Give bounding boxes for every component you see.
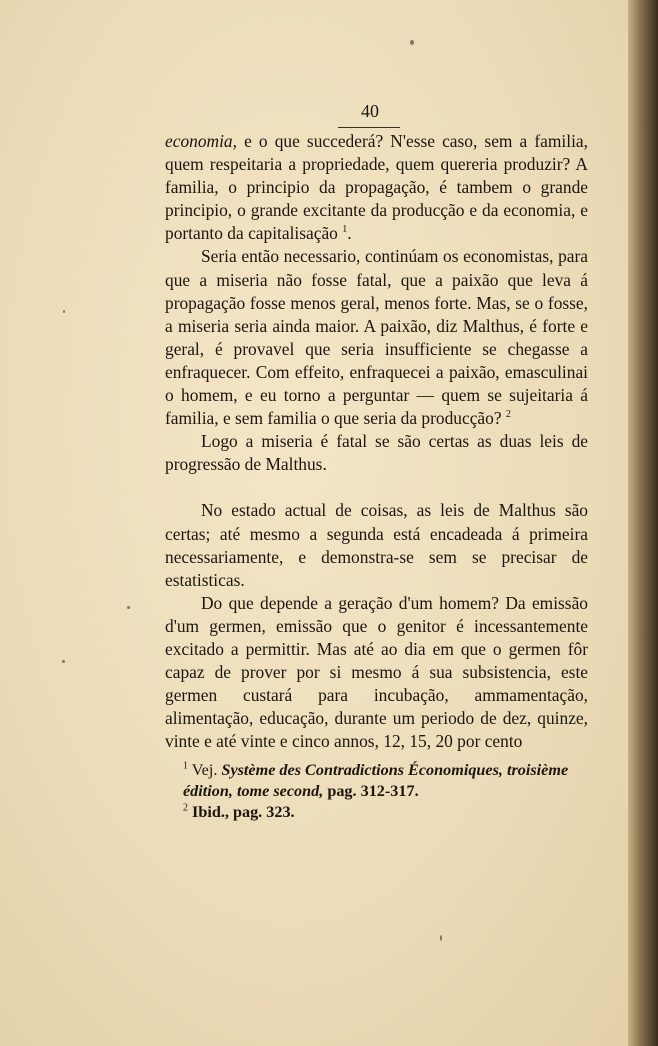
paper-speck (410, 40, 414, 45)
footnote-ref-2: 2 (505, 409, 511, 421)
footnotes (165, 760, 588, 823)
footnote-ref-1: 1 (342, 224, 348, 236)
paper-speck (127, 606, 130, 609)
paragraph-text: Seria então necessario, continúam os economistas, para que a miseria não fosse fatal, que a paixão que leva á propagação fosse menos geral, menos forte. Mas, se o fosse, a miseria seria ainda maior. A paixão, diz Malthus, é forte e geral, é provavel que seria insufficiente se chegasse a enfraquecer. Com effeito, enfraquecei a paixão, emasculinai o homem, e eu torno a perguntar — quem se sujeitaria á familia, e sem familia o que seria da producção? (165, 246, 588, 429)
paragraph-text: No estado actual de coisas, as leis de Malthus são certas; até mesmo a segunda está encadeada á primeira necessariamente, e demonstra-se sem se precisar de estatisticas. (165, 500, 588, 590)
footnote-prefix: Vej. (191, 761, 222, 779)
footnote-2 (165, 802, 588, 823)
body-text (165, 130, 588, 753)
footnote-mark: 2 (183, 802, 188, 814)
paragraph-lead-italic: economia, (165, 131, 237, 151)
paper-speck (440, 935, 442, 941)
footnote-prefix: Ibid., pag. 323. (192, 803, 295, 821)
header-rule (338, 127, 400, 128)
paragraph-5 (165, 592, 588, 754)
footnote-suffix: pag. 312-317. (323, 782, 419, 800)
paragraph-text: Do que depende a geração d'um homem? Da emissão d'um germen, emissão que o genitor é incessantemente excitado a permittir. Mas até ao dia em que o germen fôr capaz de prover por si mesmo á sua subsistencia, este germen custará para incubação, ammamentação, alimentação, educação, durante um periodo de dez, quinze, vinte e até vinte e cinco annos, 12, 15, 20 por cento (165, 592, 588, 752)
page-number: 40 (361, 101, 379, 121)
paragraph-3 (165, 430, 588, 476)
paragraph-text: e o que succederá? N'esse caso, sem a familia, quem respeitaria a propriedade, quem quereria produzir? A familia, o principio da propagação, é tambem o grande principio, o grande excitante da producção e da economia, e portanto da capitalisação (165, 131, 588, 244)
paragraph-text: Logo a miseria é fatal se são certas as duas leis de progressão de Malthus. (165, 431, 588, 475)
paper-speck (63, 310, 65, 313)
paragraph-tail: . (347, 223, 352, 244)
paragraph-2 (165, 245, 588, 430)
paper-speck (62, 660, 65, 663)
paragraph-1 (165, 130, 588, 245)
footnote-mark: 1 (183, 760, 188, 772)
paragraph-4 (165, 499, 588, 591)
book-spine (628, 0, 658, 1046)
footnote-title-italic: Système des Contradictions Économiques, troisième édition, tome second, (183, 761, 569, 800)
footnote-1 (165, 760, 588, 802)
